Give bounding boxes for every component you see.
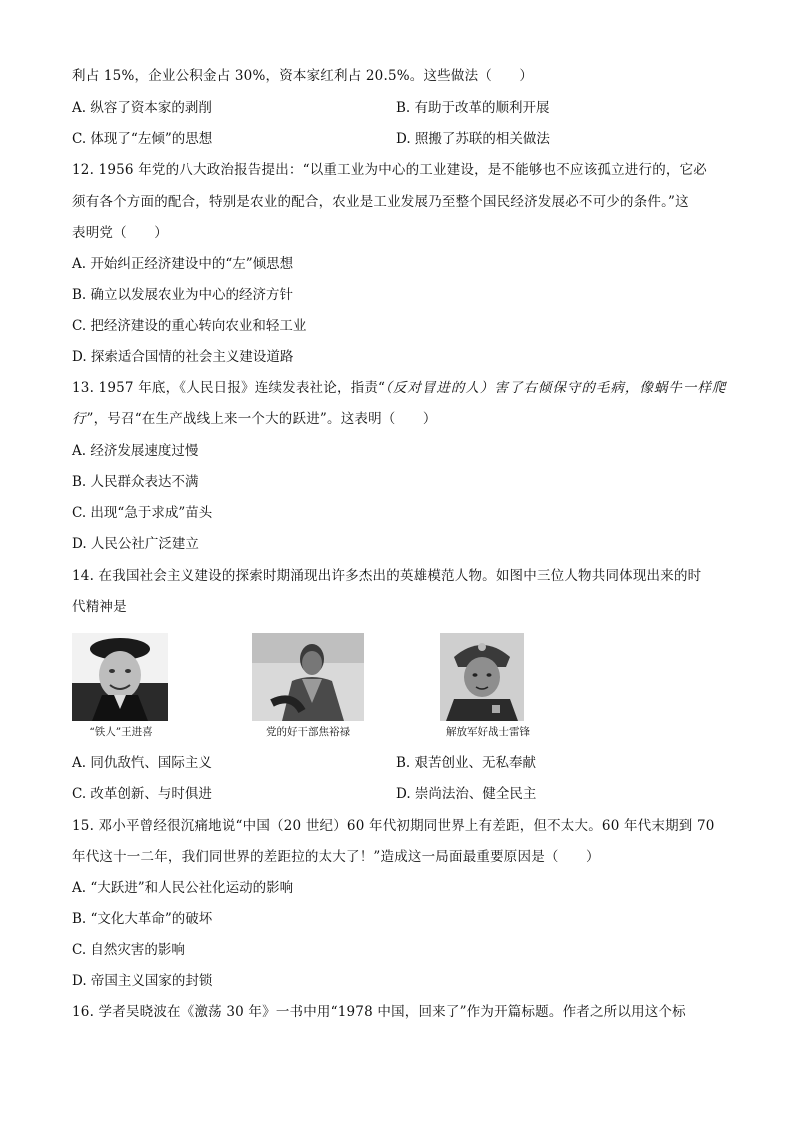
q12-stem-line3: 表明党（ ） — [72, 225, 168, 241]
figure-lei-feng — [432, 633, 544, 753]
q12-option-b: B. 确立以发展农业为中心的经济方针 — [72, 287, 294, 303]
caption-lei-feng: 解放军好战士雷锋 — [446, 726, 530, 738]
caption-wang-jinxi: “铁人”王进喜 — [89, 726, 153, 738]
q15-stem-line2: 年代这十一二年，我们同世界的差距拉的太大了！”造成这一局面最重要原因是（ ） — [72, 849, 600, 865]
q11-option-a: A. 纵容了资本家的剥削 — [72, 100, 212, 116]
q14-option-b: B. 艰苦创业、无私奉献 — [396, 755, 537, 771]
q11-option-c: C. 体现了“左倾”的思想 — [72, 131, 213, 147]
caption-jiao-yulu: 党的好干部焦裕禄 — [266, 726, 350, 738]
q14-option-c: C. 改革创新、与时俱进 — [72, 786, 212, 802]
q13-stem-prefix: 13. 1957 年底，《人民日报》连续发表社论，指责“ — [72, 380, 386, 396]
q14-stem-line2: 代精神是 — [72, 599, 127, 615]
q12-stem-line1: 12. 1956 年党的八大政治报告提出：“以重工业为中心的工业建设，是不能够也不应该孤立进行的，它必 — [72, 162, 708, 178]
q14-stem-line1: 14. 在我国社会主义建设的探索时期涌现出许多杰出的英雄模范人物。如图中三位人物共同体现出来的时 — [72, 568, 702, 584]
q13-option-b: B. 人民群众表达不满 — [72, 474, 199, 490]
q12-option-a: A. 开始纠正经济建设中的“左”倾思想 — [72, 256, 294, 272]
q13-stem-line1 — [72, 378, 726, 398]
q13-stem-line2 — [72, 409, 437, 429]
q12-stem-line2: 须有各个方面的配合，特别是农业的配合，农业是工业发展乃至整个国民经济发展必不可少的条件。”这 — [72, 194, 689, 210]
q12-option-d: D. 探索适合国情的社会主义建设道路 — [72, 349, 294, 365]
figure-jiao-yulu — [246, 633, 370, 753]
q13-option-d: D. 人民公社广泛建立 — [72, 536, 199, 552]
photo-wang-jinxi — [72, 633, 168, 721]
q12-option-c: C. 把经济建设的重心转向农业和轻工业 — [72, 318, 307, 334]
q15-option-a: A. “大跃进”和人民公社化运动的影响 — [72, 880, 294, 896]
q15-option-d: D. 帝国主义国家的封锁 — [72, 973, 213, 989]
q11-option-d: D. 照搬了苏联的相关做法 — [396, 131, 550, 147]
q15-option-c: C. 自然灾害的影响 — [72, 942, 185, 958]
photo-lei-feng — [440, 633, 524, 721]
q13-option-a: A. 经济发展速度过慢 — [72, 443, 199, 459]
q11-option-b: B. 有助于改革的顺利开展 — [396, 100, 550, 116]
q13-stem-rest: ”，号召“在生产战线上来一个大的跃进”。这表明（ ） — [86, 411, 437, 427]
q14-option-a: A. 同仇敌忾、国际主义 — [72, 755, 212, 771]
q11-stem-tail: 利占 15%，企业公积金占 30%，资本家红利占 20.5%。这些做法（ ） — [72, 68, 534, 84]
q14-option-d: D. 崇尚法治、健全民主 — [396, 786, 537, 802]
q15-option-b: B. “文化大革命”的破坏 — [72, 911, 213, 927]
q16-stem-line1: 16. 学者吴晓波在《激荡 30 年》一书中用“1978 中国，回来了”作为开篇标题。作者之所以用这个标 — [72, 1004, 686, 1020]
q15-stem-line1: 15. 邓小平曾经很沉痛地说“中国（20 世纪）60 年代初期同世界上有差距，但不太大。60 年代末期到 70 — [72, 818, 715, 834]
q13-option-c: C. 出现“急于求成”苗头 — [72, 505, 213, 521]
photo-jiao-yulu — [252, 633, 364, 721]
q13-quote-part1: （反对冒进的人）害了右倾保守的毛病，像蜗牛一样爬 — [385, 380, 727, 396]
q13-quote-part2: 行 — [72, 411, 87, 427]
figure-wang-jinxi — [66, 633, 176, 753]
